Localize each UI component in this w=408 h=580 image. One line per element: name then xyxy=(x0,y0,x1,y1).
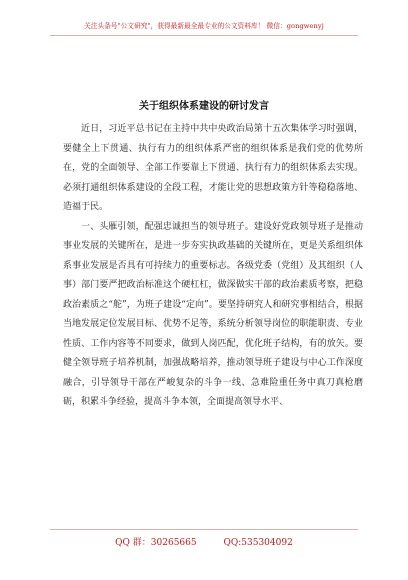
footer-contact xyxy=(0,535,408,548)
qq-group-text: QQ 群：30265665 xyxy=(115,538,197,548)
header-banner: 关注头条号"公文研究"，获得最新最全最专业的公文资料库！ 微信：gongwenyj xyxy=(84,22,324,30)
document-body xyxy=(63,120,363,413)
header-divider xyxy=(50,35,358,36)
paragraph: 一、头雁引领，配强忠诚担当的领导班子。建设好党政领导班子是推动事业发展的关键所在，是进一步夯实执政基础的关键所在，更是关系组织体系事业发展是否具有可持续力的重要标志。各级党委（党组）及其组织（人事）部门要严把政治标准这个硬杠杠，做深做实干部的政治素质考察，把稳政治素质之“舵”，为班子建设“定向”。要坚持研究人和研究事相结合，根据当地发展定位发展目标、优势不足等，系统分析领导岗位的职能职责、专业性质、工作内容等不同要求，做到人岗匹配，优化班子结构，有的放矢。要健全领导班子培养机制，加强战略培养，推动领导班子建设与中心工作深度融合，引导领导干部在严峻复杂的斗争一线、急难险重任务中真刀真枪磨砺，积累斗争经验，提高斗争本领，全面提高领导水平、 xyxy=(63,221,363,407)
qq-text: QQ:535304092 xyxy=(223,538,293,548)
document-title: 关于组织体系建设的研讨发言 xyxy=(139,101,269,112)
footer-divider xyxy=(50,529,358,530)
paragraph: 近日，习近平总书记在主持中共中央政治局第十五次集体学习时强调，要健全上下贯通、执行有力的组织体系严密的组织体系是我们党的优势所在，党的全面领导、全部工作要靠上下贯通、执行有力的组织体系去实现。必须打通组织体系建设的全段工程，才能让党的思想政策方针等稳稳落地、造福于民。 xyxy=(63,124,363,212)
